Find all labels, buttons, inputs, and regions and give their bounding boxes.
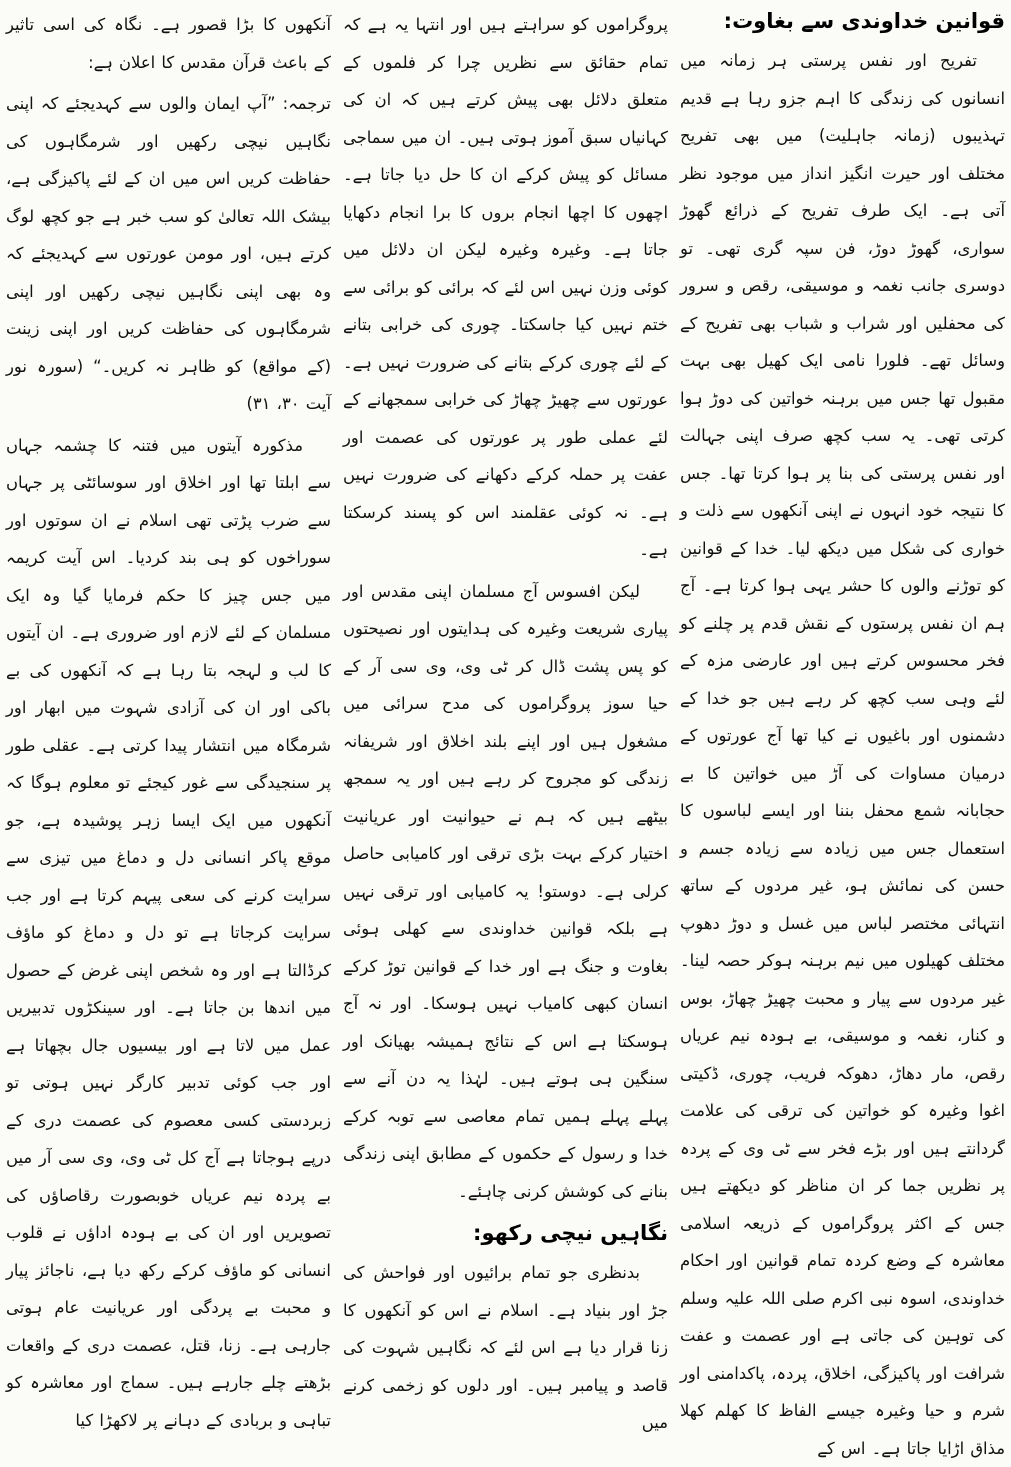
middle-column bbox=[343, 6, 668, 1432]
quran-translation: ترجمہ: ”آپ ایمان والوں سے کہدیجئے کہ اپنی نگاہیں نیچی رکھیں اور شرمگاہوں کی حفاظت کریں اس میں ان کے لئے پاکیزگی ہے، بیشک اللہ تعالیٰ کو سب خبر ہے جو کچھ لوگ کرتے ہیں، اور مومن عورتوں سے کہدیجئے کہ وہ بھی اپنی نگاہیں نیچی رکھیں اور اپنی شرمگاہوں کی حفاظت کریں اور اپنی زینت (کے مواقع) کو ظاہر نہ کریں۔“ (سورہ نور آیت ۳۰، ۳۱) bbox=[6, 94, 331, 413]
left-column bbox=[6, 6, 331, 1430]
paragraph: مذکورہ آیتوں میں فتنہ کا چشمہ جہاں سے ابلتا تھا اور اخلاق اور سوسائٹی پر جہاں سے ضرب پڑتی تھی اسلام نے ان سوتوں اور سوراخوں کو ہی بند کردیا۔ اس آیت کریمہ میں جس چیز کا حکم فرمایا گیا وہ ایک مسلمان کے لئے لازم اور ضروری ہے۔ ان آیتوں کا لب و لہجہ بتا رہا ہے کہ آنکھوں کی بے باکی اور ان کی آزادی شہوت میں ابھار اور شرمگاہ میں انتشار پیدا کرتی ہے۔ عقلی طور پر سنجیدگی سے غور کیجئے تو معلوم ہوگا کہ آنکھوں میں ایک ایسا زہر پوشیدہ ہے، جو موقع پاکر انسانی دل و دماغ میں تیزی سے سرایت کرنے کی سعی پیہم کرتا ہے اور جب سرایت کرجاتا ہے تو دل و دماغ کو ماؤف کرڈالتا ہے اور وہ شخص اپنی غرض کے حصول میں اندھا بن جاتا ہے۔ اور سینکڑوں تدبیریں عمل میں لاتا ہے اور بیسیوں جال بچھاتا ہے اور جب کوئی تدبیر کارگر نہیں ہوتی تو زبردستی کسی معصوم کی عصمت دری کے درپے ہوجاتا ہے آج کل ٹی وی، وی سی آر میں بے پردہ نیم عریاں خوبصورت رقاصاؤں کی تصویریں اور ان کی بے ہودہ اداؤں نے قلوب انسانی کو ماؤف کرکے رکھ دیا ہے، ناجائز پیار و محبت بے پردگی اور عریانیت عام ہوتی جارہی ہے۔ زنا، قتل، عصمت دری کے واقعات بڑھتے چلے جارہے ہیں۔ سماج اور معاشرہ کو تباہی و بربادی کے دہانے پر لاکھڑا کیا bbox=[6, 435, 331, 1430]
paragraph: پروگراموں کو سراہتے ہیں اور انتہا یہ ہے کہ تمام حقائق سے نظریں چرا کر فلموں کے متعلق دلائل بھی پیش کرتے ہیں کہ ان کی کہانیاں سبق آموز ہوتی ہیں۔ ان میں سماجی مسائل کو پیش کرکے ان کا حل دیا جاتا ہے۔ اچھوں کا اچھا انجام بروں کا برا انجام دکھایا جاتا ہے۔ وغیرہ وغیرہ لیکن ان دلائل میں کوئی وزن نہیں اس لئے کہ برائی کو برائی سے ختم نہیں کیا جاسکتا۔ چوری کی خرابی بتانے کے لئے چوری کرکے بتانے کی ضرورت نہیں ہے۔ عورتوں سے چھیڑ چھاڑ کی خرابی سمجھانے کے لئے عملی طور پر عورتوں کی عصمت اور عفت پر حملہ کرکے دکھانے کی ضرورت نہیں ہے۔ نہ کوئی عقلمند اس کو پسند کرسکتا ہے۔ bbox=[343, 15, 668, 559]
paragraph: بدنظری جو تمام برائیوں اور فواحش کی جڑ اور بنیاد ہے۔ اسلام نے اس کو آنکھوں کا زنا قرار دیا ہے اس لئے کہ نگاہیں شہوت کی قاصد و پیامبر ہیں۔ اور دلوں کو زخمی کرنے میں bbox=[343, 1263, 668, 1432]
right-column bbox=[680, 6, 1005, 1458]
section-heading-rebellion: قوانین خداوندی سے بغاوت: bbox=[723, 9, 1005, 33]
paragraph: تفریح اور نفس پرستی ہر زمانہ میں انسانوں کی زندگی کا اہم جزو رہا ہے قدیم تہذیبوں (زمانہ جاہلیت) میں بھی تفریح مختلف اور حیرت انگیز انداز میں موجود نظر آتی ہے۔ ایک طرف تفریح کے ذرائع گھوڑ سواری، گھوڑ دوڑ، فن سپہ گری تھی۔ تو دوسری جانب نغمہ و موسیقی، رقص و سرور کی محفلیں اور شراب و شباب بھی تفریح کے وسائل تھے۔ فلورا نامی ایک کھیل بھی بہت مقبول تھا جس میں برہنہ خواتین کی دوڑ ہوا کرتی تھی۔ یہ سب کچھ صرف اپنی جہالت اور نفس پرستی کی بنا پر ہوا کرتا تھا۔ جس کا نتیجہ خود انہوں نے اپنی آنکھوں سے ذلت و خواری کی شکل میں دیکھ لیا۔ خدا کے قوانین کو توڑنے والوں کا حشر یہی ہوا کرتا ہے۔ آج ہم ان نفس پرستوں کے نقش قدم پر چلنے کو فخر محسوس کرتے ہیں اور عارضی مزہ کے لئے وہی سب کچھ کر رہے ہیں جو خدا کے دشمنوں اور باغیوں نے کیا تھا آج عورتوں کے درمیان مساوات کی آڑ میں خواتین کا بے حجابانہ شمع محفل بننا اور ایسے لباسوں کا استعمال جس میں زیادہ سے زیادہ جسم و حسن کی نمائش ہو، غیر مردوں کے ساتھ انتہائی مختصر لباس میں غسل و دوڑ دھوپ مختلف کھیلوں میں نیم برہنہ ہوکر حصہ لینا۔ غیر مردوں سے پیار و محبت چھیڑ چھاڑ، بوس و کنار، نغمہ و موسیقی، بے ہودہ نیم عریاں رقص، مار دھاڑ، دھوکہ فریب، چوری، ڈکیتی اغوا وغیرہ کو خواتین کی ترقی کی علامت گردانتے ہیں اور بڑے فخر سے ٹی وی کے پردہ پر نظریں جما کر ان مناظر کو دیکھتے ہیں جس کے اکثر پروگراموں کے ذریعہ اسلامی معاشرہ کے وضع کردہ تمام قوانین اور احکام خداوندی، اسوہ نبی اکرم صلی اللہ علیہ وسلم کی توہین کی جاتی ہے اور عصمت و عفت شرافت اور پاکیزگی، اخلاق، پردہ، پاکدامنی اور شرم و حیا وغیرہ جیسے الفاظ کا کھلم کھلا مذاق اڑایا جاتا ہے۔ اس کے bbox=[680, 51, 1005, 1458]
section-heading-lower-gaze: نگاہیں نیچی رکھو: bbox=[473, 1221, 668, 1245]
paragraph: لیکن افسوس آج مسلمان اپنی مقدس اور پیاری شریعت وغیرہ کی ہدایتوں اور نصیحتوں کو پس پشت ڈال کر ٹی وی، وی سی آر کے حیا سوز پروگراموں کی مدح سرائی میں مشغول ہیں اور اپنے بلند اخلاق اور شریفانہ زندگی کو مجروح کر رہے ہیں اور یہ سمجھ بیٹھے ہیں کہ ہم نے حیوانیت اور عریانیت اختیار کرکے بہت بڑی ترقی اور کامیابی حاصل کرلی ہے۔ دوستو! یہ کامیابی اور ترقی نہیں ہے بلکہ قوانین خداوندی سے کھلی ہوئی بغاوت و جنگ ہے اور خدا کے قوانین توڑ کرکے انسان کبھی کامیاب نہیں ہوسکا۔ اور نہ آج ہوسکتا ہے اس کے نتائج ہمیشہ بھیانک اور سنگین ہی ہوتے ہیں۔ لہٰذا یہ دن آنے سے پہلے پہلے ہمیں تمام معاصی سے توبہ کرکے خدا و رسول کے حکموں کے مطابق اپنی زندگی بنانے کی کوشش کرنی چاہئے۔ bbox=[343, 581, 668, 1201]
paragraph: آنکھوں کا بڑا قصور ہے۔ نگاہ کی اسی تاثیر کے باعث قرآن مقدس کا اعلان ہے: bbox=[6, 15, 331, 72]
